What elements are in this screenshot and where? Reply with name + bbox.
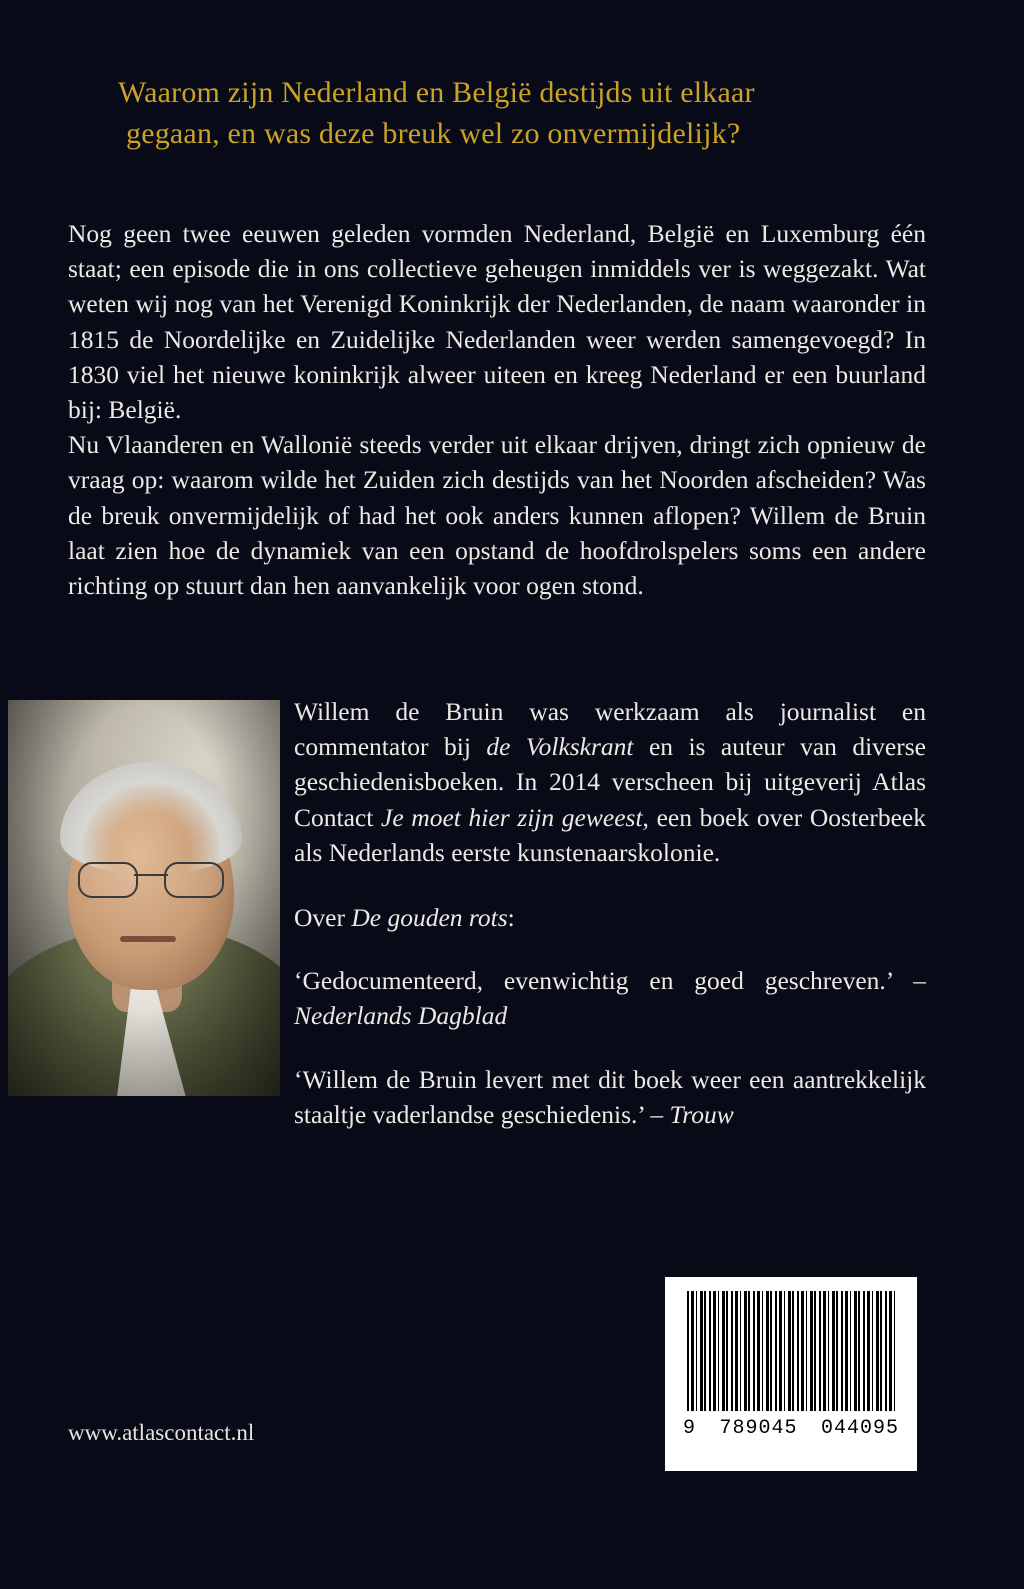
author-bio-part-1: Willem de Bruin was werkzaam als journalist en commentator bij	[294, 697, 926, 762]
blurb-paragraph-1: Nog geen twee eeuwen geleden vormden Nederland, België en Luxemburg één staat; een episode die in ons collectieve geheugen inmiddels ver is weggezakt. Wat weten wij nog van het Verenigd Koninkrijk der Nederlanden, de naam waaronder in 1815 de Noordelijke en Zuidelijke Nederlanden weer werden samengevoegd? In 1830 viel het nieuwe koninkrijk alweer uiteen en kreeg Nederland er een buurland bij: België.	[68, 219, 926, 424]
tagline	[118, 72, 918, 155]
review-quote	[294, 1062, 926, 1132]
reviews-heading	[294, 900, 926, 935]
blurb	[68, 216, 926, 603]
publisher-website[interactable]: www.atlascontact.nl	[68, 1420, 255, 1445]
barcode-left-digit: 9	[683, 1417, 697, 1440]
review-quote-source: Nederlands Dagblad	[294, 1001, 508, 1031]
side-column	[294, 694, 926, 1132]
reviews-heading-suffix: :	[507, 902, 515, 932]
author-bio-part-2: en is auteur van diverse geschiedenisboeken. In 2014 verscheen bij uitgeverij Atlas Contact	[294, 732, 926, 832]
blurb-paragraph-2: Nu Vlaanderen en Wallonië steeds verder uit elkaar drijven, dringt zich opnieuw de vraag op: waarom wilde het Zuiden zich destijds van het Noorden afscheiden? Was de breuk onvermijdelijk of had het ook anders kunnen aflopen? Willem de Bruin laat zien hoe de dynamiek van een opstand de hoofdrolspelers soms een andere richting op stuurt dan hen aanvankelijk voor ogen stond.	[68, 430, 926, 600]
barcode-digits	[683, 1417, 899, 1440]
review-quote-text: ‘Willem de Bruin levert met dit boek weer een aantrekkelijk staaltje vaderlandse geschiedenis.’ –	[294, 1064, 926, 1129]
barcode-group-1: 789045	[719, 1417, 798, 1440]
review-quote	[294, 963, 926, 1033]
tagline-line-2: gegaan, en was deze breuk wel zo onvermijdelijk?	[126, 117, 741, 151]
author-bio-italic-1: de Volkskrant	[486, 732, 634, 762]
author-bio	[294, 694, 926, 870]
portrait-vignette	[8, 700, 280, 1096]
reviews-heading-prefix: Over	[294, 902, 352, 932]
tagline-line-1: Waarom zijn Nederland en België destijds uit elkaar	[118, 76, 755, 109]
review-quote-source: Trouw	[669, 1099, 734, 1129]
author-bio-italic-2: Je moet hier zijn geweest	[381, 802, 643, 832]
barcode-bars	[687, 1291, 895, 1411]
review-quote-text: ‘Gedocumenteerd, evenwichtig en goed geschreven.’ –	[294, 966, 926, 996]
barcode	[665, 1277, 917, 1471]
barcode-group-2: 044095	[820, 1417, 899, 1440]
author-portrait	[8, 700, 280, 1096]
author-bio-part-3: , een boek over Oosterbeek als Nederlands eerste kunstenaarskolonie.	[294, 802, 926, 867]
reviews-heading-title: De gouden rots	[351, 902, 508, 932]
